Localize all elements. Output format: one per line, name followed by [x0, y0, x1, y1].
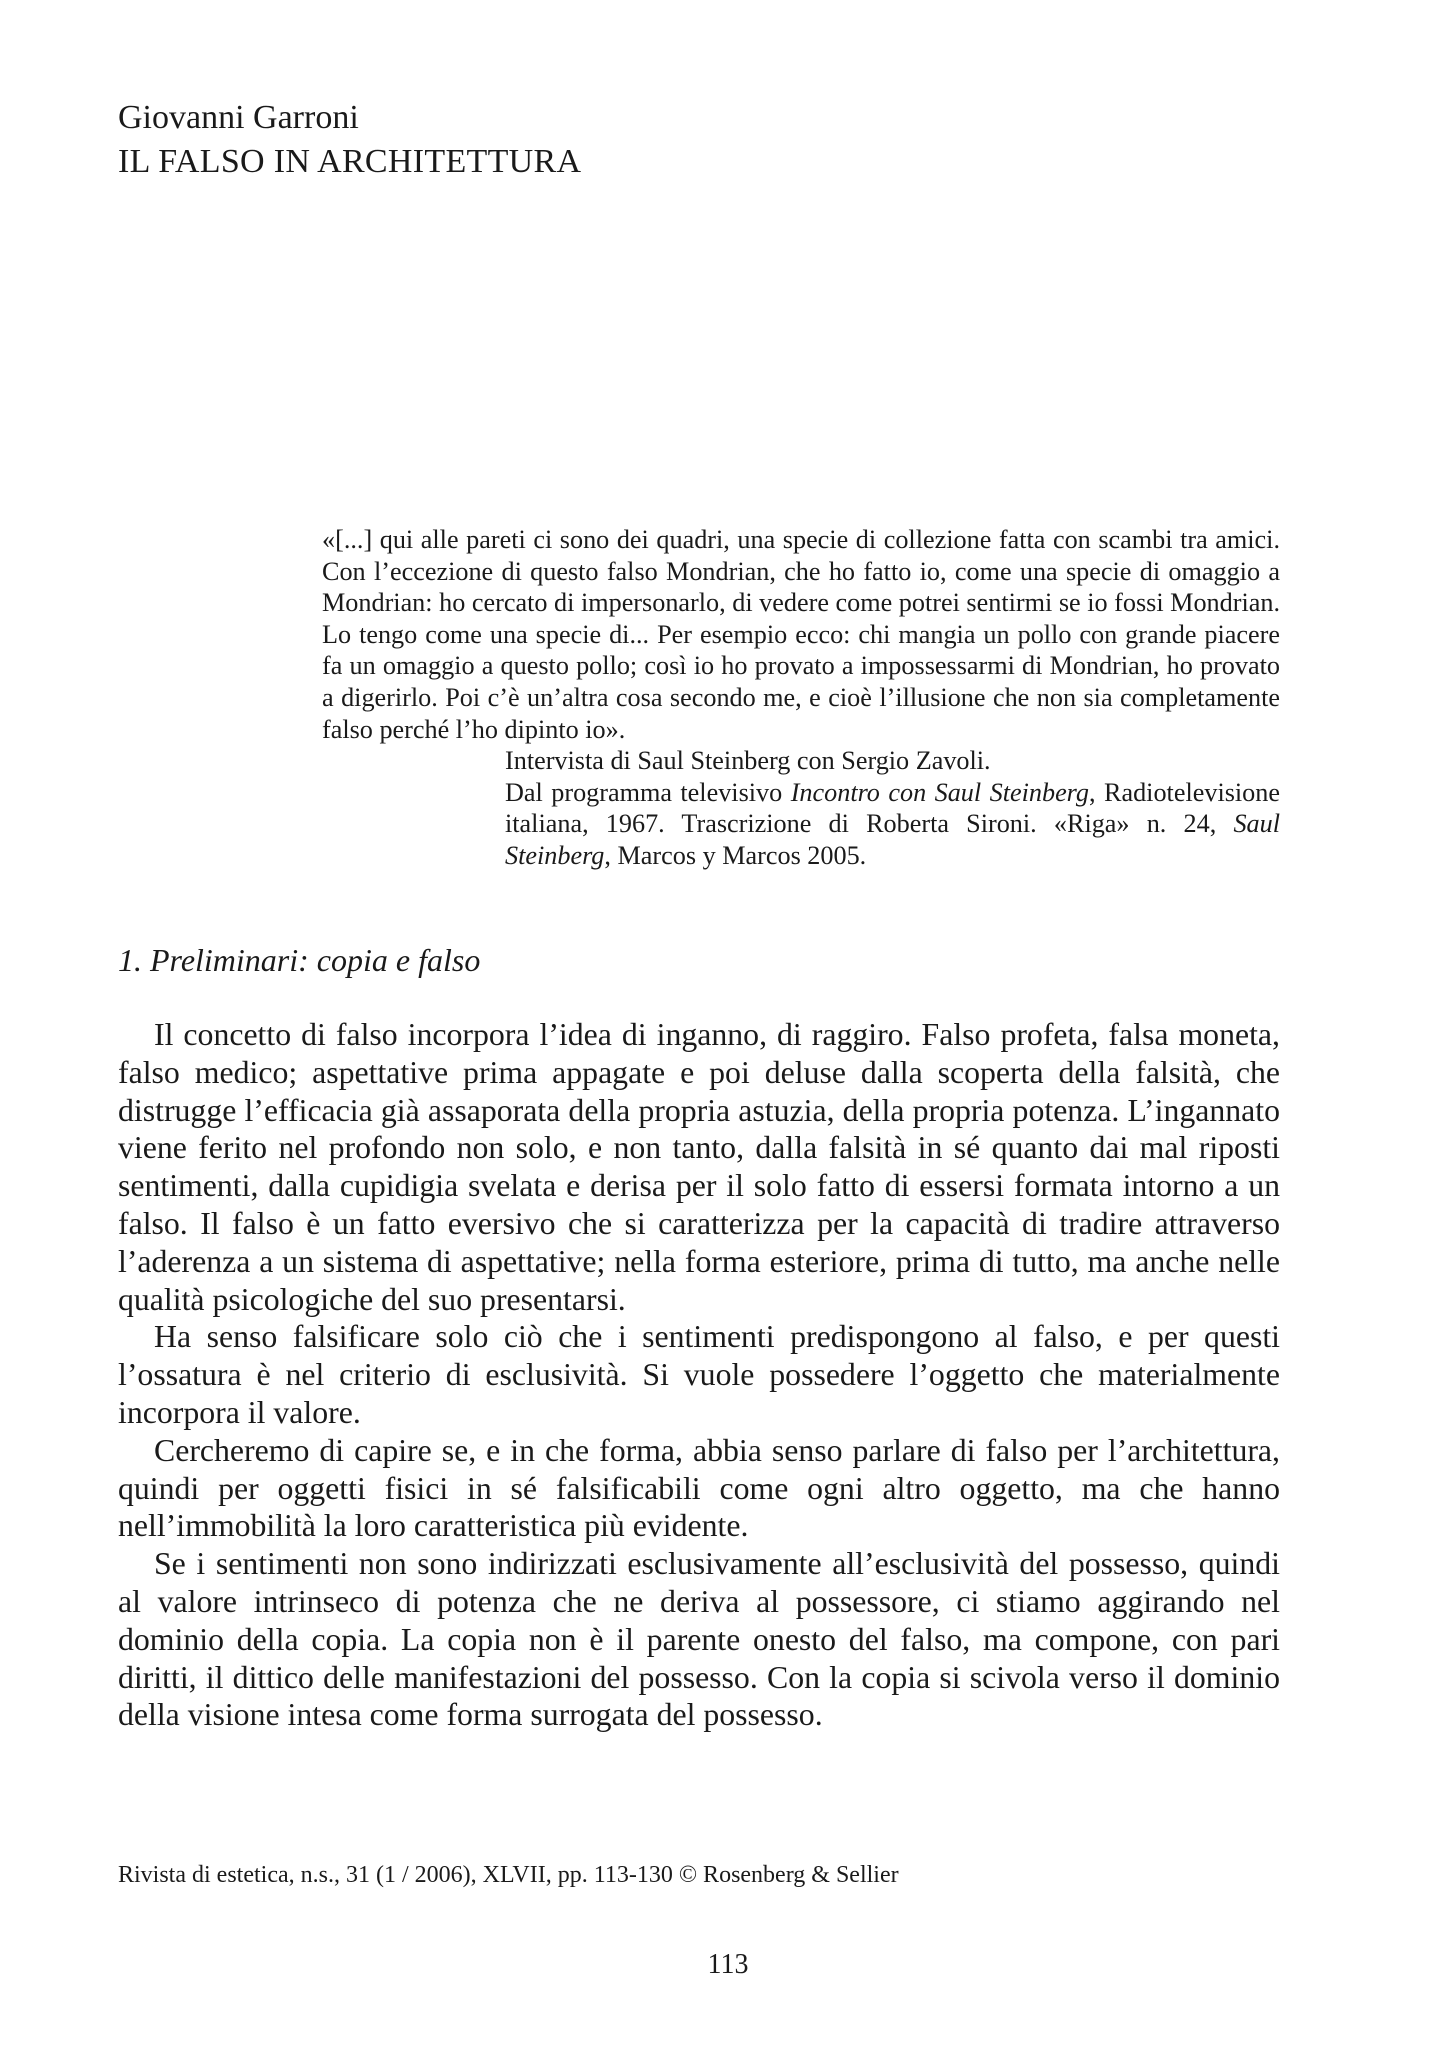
epigraph-source-program-title: Incontro con Saul Steinberg: [790, 777, 1089, 807]
paragraph: Se i sentimenti non sono indirizzati esclusivamente all’esclusività del possesso, quindi al valore intrinseco di potenza che ne deriva al possessore, ci stiamo aggirando nel dominio della copia. La copia non è il parente onesto del falso, ma compone, con pari diritti, il dittico delle manifestazioni del possesso. Con la copia si scivola verso il dominio della visione intesa come forma surrogata del possesso.: [118, 1546, 1280, 1733]
epigraph-source-text-c: , Marcos y Marcos 2005.: [604, 840, 867, 870]
section-heading: 1. Preliminari: copia e falso: [118, 942, 481, 978]
epigraph-source-book-title: Saul Steinberg: [505, 809, 1280, 870]
paragraph: Il concetto di falso incorpora l’idea di inganno, di raggiro. Falso profeta, falsa moneta, falso medico; aspettative prima appagate e poi deluse dalla scoperta della falsità, che distrugge l’efficacia già assaporata della propria astuzia, della propria potenza. L’ingannato viene ferito nel profondo non solo, e non tanto, dalla falsità in sé quanto dai mal riposti sentimenti, dalla cupidigia svelata e derisa per il solo fatto di essersi formata intorno a un falso. Il falso è un fatto eversivo che si caratterizza per la capacità di tradire attraverso l’aderenza a un sistema di aspettative; nella forma esteriore, prima di tutto, ma anche nelle qualità psicologiche del suo presentarsi.: [118, 1017, 1280, 1317]
paragraph: Cercheremo di capire se, e in che forma, abbia senso parlare di falso per l’architettura, quindi per oggetti fisici in sé falsificabili come ogni altro oggetto, ma che hanno nell’immobilità la loro caratteristica più evidente.: [118, 1432, 1280, 1544]
body-text: [118, 1016, 1280, 1734]
journal-citation: Rivista di estetica, n.s., 31 (1 / 2006), XLVII, pp. 113-130 © Rosenberg & Sellier: [118, 1862, 899, 1888]
epigraph-quote: «[...] qui alle pareti ci sono dei quadri, una specie di collezione fatta con scambi tra amici. Con l’eccezione di questo falso Mondrian, che ho fatto io, come una specie di omaggio a Mondrian: ho cercato di impersonarlo, di vedere come potrei sentirmi se io fossi Mondrian. Lo tengo come una specie di... Per esempio ecco: chi mangia un pollo con grande piacere fa un omaggio a questo pollo; così io ho provato a impossessarmi di Mondrian, ho provato a digerirlo. Poi c’è un’altra cosa secondo me, e cioè l’illusione che non sia completamente falso perché l’ho dipinto io».: [322, 525, 1280, 744]
page-number: 113: [707, 1949, 749, 1980]
article-title: IL FALSO IN ARCHITETTURA: [118, 143, 582, 180]
epigraph-source: [505, 745, 1280, 871]
epigraph: [322, 524, 1280, 872]
author-name: Giovanni Garroni: [118, 99, 359, 136]
paragraph: Ha senso falsificare solo ciò che i sentimenti predispongono al falso, e per questi l’ossatura è nel criterio di esclusività. Si vuole possedere l’oggetto che materialmente incorpora il valore.: [118, 1319, 1280, 1430]
epigraph-source-line1: Intervista di Saul Steinberg con Sergio Zavoli.: [505, 746, 991, 776]
epigraph-source-text-a: Dal programma televisivo: [505, 777, 791, 807]
epigraph-source-text-b: , Radiotelevisione italiana, 1967. Trascrizione di Roberta Sironi. «Riga» n. 24,: [505, 777, 1280, 839]
